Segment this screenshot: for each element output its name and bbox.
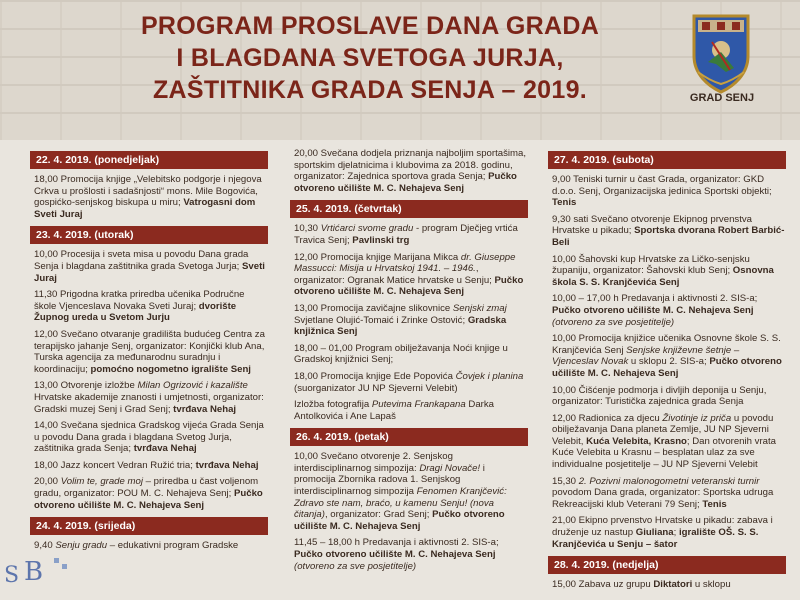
event-item: 10,00 Šahovski kup Hrvatske za Ličko-senjsku županiju, organizator: Šahovski klub Senj; Osnovna škola S. S. Kranjčevića Senj — [552, 253, 774, 288]
day-header: 26. 4. 2019. (petak) — [290, 428, 528, 446]
event-item: 10,00 Čišćenje podmorja i divljih deponija u Senju, organizator: Turistička zajednica grada Senja — [552, 384, 767, 408]
event-item: 10,00 – 17,00 h Predavanja i aktivnosti 2. SIS-a; Pučko otvoreno učilište M. C. Nehajeva Senj (otvoreno za sve posjetitelje) — [552, 293, 758, 328]
watermark-logo-icon — [2, 552, 48, 592]
event-item: 15,00 Zabava uz grupu Diktatori u sklopu — [552, 579, 731, 591]
page-title — [60, 10, 680, 106]
day-header: 27. 4. 2019. (subota) — [548, 151, 786, 169]
event-item: 18,00 Jazz koncert Vedran Ružić tria; tvrđava Nehaj — [34, 459, 259, 471]
svg-text:B: B — [24, 557, 44, 587]
event-item: 10,00 Procesija i sveta misa u povodu Dana grada Senja i blagdana zaštitnika grada Svetoga Jurja; Sveti Juraj — [34, 249, 265, 284]
watermark-dots-icon — [52, 556, 72, 576]
day-header: 22. 4. 2019. (ponedjeljak) — [30, 151, 268, 169]
event-item: 11,30 Prigodna kratka priredba učenika Područne škole Vjenceslava Novaka Sveti Juraj; dvorište Župnog ureda u Svetom Jurju — [34, 289, 245, 324]
day-header: 28. 4. 2019. (nedjelja) — [548, 556, 786, 574]
program-column-3 — [548, 145, 786, 596]
event-item: 12,00 Promocija knjige Marijana Mikca dr. Giuseppe Massucci: Misija u Hrvatskoj 1941. – 1946., organizator: Ogranak Matice hrvatske u Senju; Pučko otvoreno učilište M. C. Nehajeva Senj — [294, 251, 524, 298]
event-item: 11,45 – 18,00 h Predavanja i aktivnosti 2. SIS-a; Pučko otvoreno učilište M. C. Nehajeva Senj (otvoreno za sve posjetitelje) — [294, 537, 499, 572]
event-item: 18,00 – 01,00 Program obilježavanja Noći knjige u Gradskoj knjižnici Senj; — [294, 342, 508, 366]
day-header: 23. 4. 2019. (utorak) — [30, 226, 268, 244]
event-item: 18,00 Promocija knjige „Velebitsko podgorje i njegova Crkva u prošlosti i sadašnjosti“ mons. Mile Bogovića, gospićko-senjskog biskupa u miru; Vatrogasni dom Sveti Juraj — [34, 174, 262, 220]
program-column-2 — [290, 148, 528, 577]
title-line-2: I BLAGDANA SVETOGA JURJA, — [176, 44, 564, 72]
event-item: Izložba fotografija Putevima Frankapana Darka Antolkovića i Ane Lapaš — [294, 399, 494, 422]
event-item: 10,30 Vrtićarci svome gradu - program Dječjeg vrtića Travica Senj; Pavlinski trg — [294, 223, 518, 246]
day-header: 25. 4. 2019. (četvrtak) — [290, 200, 528, 218]
event-item: 13,00 Otvorenje izložbe Milan Ogrizović i kazalište Hrvatske akademije znanosti i umjetnosti, organizator: Gradski muzej Senj i Grad Senj; tvrđava Nehaj — [34, 380, 264, 415]
program-column-1 — [30, 145, 268, 557]
event-item: 12,00 Radionica za djecu Životinje iz priča u povodu obilježavanja Dana planeta Zemlje, JU NP Sjeverni Velebit, Kuća Velebita, Krasno; Dan otvorenih vrata Kuće Velebita u Krasnu – besplatan ulaz za sve individualne posjetitelje – JU NP Sjeverni Velebit — [552, 412, 776, 471]
title-line-1: PROGRAM PROSLAVE DANA GRADA — [140, 12, 600, 40]
event-item: 18,00 Promocija knjige Ede Popovića Čovjek i planina (suorganizator JU NP Sjeverni Velebit) — [294, 370, 524, 394]
crest-label: GRAD SENJ — [689, 92, 755, 104]
day-header: 24. 4. 2019. (srijeda) — [30, 517, 268, 535]
event-item: 9,00 Teniski turnir u čast Grada, organizator: GKD d.o.o. Senj, Organizacijska jedinica Sportski objekti; Tenis — [552, 174, 772, 209]
event-item: 9,40 Senju gradu – edukativni program Gradske — [34, 540, 239, 552]
event-item: 15,30 2. Pozivni malonogometni veteranski turnir povodom Dana grada, organizator: Sportska udruga Rekreacijski klub Veterani 79 Senj; Tenis — [552, 475, 774, 510]
event-item: 12,00 Svečano otvaranje gradilišta budućeg Centra za terapijsko jahanje Senj, organizator: Konjički klub Ana, Turska agencija za međunarodnu suradnju i koordinaciju; pomoćno nogometno igralište Senj — [34, 328, 265, 375]
city-crest-icon — [686, 12, 756, 94]
event-item: 9,30 sati Svečano otvorenje Ekipnog prvenstva Hrvatske u pikadu; Sportska dvorana Robert Barbić-Beli — [552, 213, 785, 248]
event-item: 20,00 Svečana dodjela priznanja najboljim sportašima, sportskim djelatnicima i klubovima za 2018. godinu, organizator: Zajednica sportova grada Senja; Pučko otvoreno učilište M. C. Nehajeva Senj — [294, 148, 526, 194]
event-item: 21,00 Ekipno prvenstvo Hrvatske u pikadu: zabava i druženje uz nastup Giuliana; igralište OŠ. S. S. Kranjčevića u Senju – šator — [552, 515, 773, 550]
event-item: 10,00 Svečano otvorenje 2. Senjskog interdisciplinarnog simpozija: Dragi Novače! i promocija Zbornika radova 1. Senjskog interdisciplinarnog simpozija Fenomen Kranjčević: Zdravo ste nam, braćo, u kamenu Senju! (nova čitanja), organizator: Grad Senj; Pučko otvoreno učilište M. C. Nehajeva Senj — [294, 451, 507, 532]
event-item: 13,00 Promocija zavičajne slikovnice Senjski zmaj Svjetlane Olujić-Tomaić i Zrinke Ostović; Gradska knjižnica Senj — [294, 302, 507, 338]
event-item: 10,00 Promocija knjižice učenika Osnovne škole S. S. Kranjčevića Senj Senjske književne šetnje – Vjenceslav Novak u sklopu 2. SIS-a; Pučko otvoreno učilište M. C. Nehajeva Senj — [552, 333, 782, 379]
svg-text:S: S — [4, 563, 20, 588]
event-item: 14,00 Svečana sjednica Gradskog vijeća Grada Senja u povodu Dana grada i blagdana Svetog Jurja, zaštitnika grada Senja; tvrđava Nehaj — [34, 420, 264, 455]
event-item: 20,00 Volim te, grade moj – priredba u čast voljenom gradu, organizator: POU M. C. Nehajeva Senj; Pučko otvoreno učilište M. C. Nehajeva Senj — [34, 476, 263, 511]
title-line-3: ZAŠTITNIKA GRADA SENJA – 2019. — [152, 76, 588, 104]
